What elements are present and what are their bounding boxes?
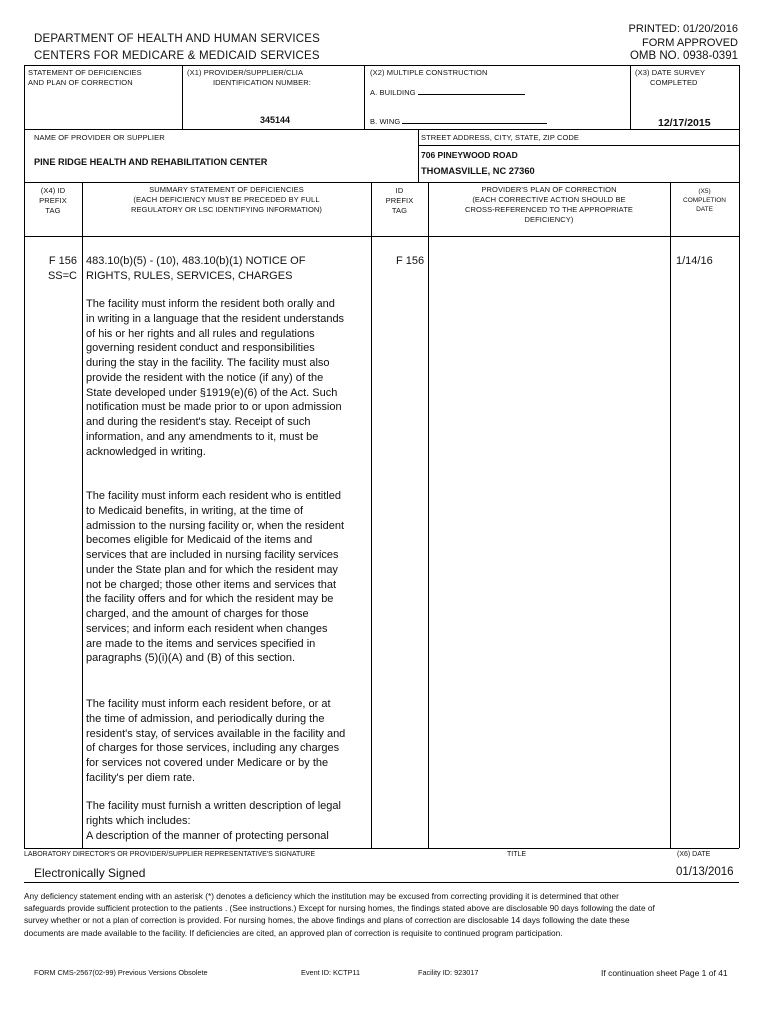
electronic-signature: Electronically Signed <box>34 866 146 880</box>
scope-severity: SS=C <box>47 270 77 282</box>
building-label <box>370 85 525 98</box>
plan-header-3: CROSS-REFERENCED TO THE APPROPRIATE <box>465 205 633 214</box>
building-blank <box>418 85 525 95</box>
x5-header-3: DATE <box>696 206 713 213</box>
x3-label: (X3) DATE SURVEY <box>635 68 706 77</box>
x4-header-2: PREFIX <box>39 196 67 205</box>
paragraph-services-charges: The facility must inform each resident before, or at the time of admission, and periodically during the resident's stay, of services available in the facility and of charges for those services, including any charges for services not covered under Medicare or by the facility's per diem rate. <box>86 698 346 784</box>
x3-label-2: COMPLETED <box>650 78 698 87</box>
provider-name-label: NAME OF PROVIDER OR SUPPLIER <box>34 133 165 142</box>
survey-date: 12/17/2015 <box>658 117 711 129</box>
summary-header <box>82 185 371 215</box>
department-title: DEPARTMENT OF HEALTH AND HUMAN SERVICES <box>34 33 320 45</box>
form-number: FORM CMS-2567(02-99) Previous Versions Obsolete <box>34 968 208 977</box>
x5-header-2: COMPLETION <box>683 197 726 204</box>
printed-date: PRINTED: 01/20/2016 <box>628 23 738 35</box>
x2-label: (X2) MULTIPLE CONSTRUCTION <box>370 68 488 77</box>
summary-header-3: REGULATORY OR LSC IDENTIFYING INFORMATION) <box>130 205 323 214</box>
paragraph-medicaid: The facility must inform each resident who is entitled to Medicaid benefits, in writing, at the time of admission to the nursing facility or, when the resident becomes eligible for Medicaid of the items and services that are included in nursing facility services under the State plan and for which the resident may not be charged; those other items and services that the facility offers and for which the resident may be charged, and the amount of charges for those services; and inform each resident when changes are made to the items and services specified in paragraphs (5)(i)(A) and (B) of this section. <box>86 490 345 665</box>
plan-header-1: PROVIDER'S PLAN OF CORRECTION <box>481 185 617 194</box>
x1-label-2: IDENTIFICATION NUMBER: <box>213 78 311 87</box>
statement-label-2: AND PLAN OF CORRECTION <box>28 78 133 87</box>
city-state-zip: THOMASVILLE, NC 27360 <box>421 166 535 176</box>
summary-header-1: SUMMARY STATEMENT OF DEFICIENCIES <box>149 185 304 194</box>
building-text: A. BUILDING <box>370 88 416 97</box>
deficiency-tag: F 156 <box>48 255 77 267</box>
omb-number: OMB NO. 0938-0391 <box>629 50 738 62</box>
address-label: STREET ADDRESS, CITY, STATE, ZIP CODE <box>421 133 580 142</box>
event-id: Event ID: KCTP11 <box>301 968 361 977</box>
continuation-page: If continuation sheet Page 1 of 41 <box>601 968 728 978</box>
plan-header-4: DEFICIENCY) <box>524 215 574 224</box>
facility-id: Facility ID: 923017 <box>418 968 479 977</box>
x5-header <box>670 187 739 214</box>
provider-name: PINE RIDGE HEALTH AND REHABILITATION CENTER <box>34 157 268 167</box>
wing-label <box>370 114 547 127</box>
x5-header-1: (X5) <box>698 188 711 195</box>
signature-label: LABORATORY DIRECTOR'S OR PROVIDER/SUPPLIER REPRESENTATIVE'S SIGNATURE <box>24 851 316 858</box>
plan-header <box>428 185 670 225</box>
summary-header-2: (EACH DEFICIENCY MUST BE PRECEDED BY FULL <box>133 195 320 204</box>
completion-date: 1/14/16 <box>676 255 713 267</box>
id-header <box>371 186 428 216</box>
title-label: TITLE <box>507 851 527 858</box>
paragraph-legal-rights: The facility must furnish a written description of legal rights which includes: A description of the manner of protecting personal <box>86 800 341 842</box>
x4-header-3: TAG <box>45 206 61 215</box>
id-header-3: TAG <box>391 206 408 215</box>
street-address: 706 PINEYWOOD ROAD <box>421 150 518 160</box>
wing-text: B. WING <box>370 117 401 126</box>
plan-header-2: (EACH CORRECTIVE ACTION SHOULD BE <box>472 195 626 204</box>
regulation-title-2: RIGHTS, RULES, SERVICES, CHARGES <box>86 270 293 282</box>
wing-blank <box>402 114 547 124</box>
agency-title: CENTERS FOR MEDICARE & MEDICAID SERVICES <box>34 50 320 62</box>
plan-id-tag: F 156 <box>396 255 425 267</box>
statement-label: STATEMENT OF DEFICIENCIES <box>28 68 142 77</box>
date-label: (X6) DATE <box>677 851 711 858</box>
signature-date: 01/13/2016 <box>676 866 734 878</box>
x4-header-1: (X4) ID <box>40 186 66 195</box>
x1-label: (X1) PROVIDER/SUPPLIER/CLIA <box>187 68 304 77</box>
form-approved: FORM APPROVED <box>642 37 738 49</box>
disclaimer-text: Any deficiency statement ending with an asterisk (*) denotes a deficiency which the institution may be excused from correcting providing it is determined that other safeguards provide sufficient protection to the patients . (See instructions.) Except for nursing homes, the findings stated above are disclosable 90 days following the date of survey whether or not a plan of correction is provided. For nursing homes, the above findings and plans of correction are disclosable 14 days following the date these documents are made available to the facility. If deficiencies are cited, an approved plan of correction is requisite to continued program participation. <box>24 891 655 938</box>
regulation-title: 483.10(b)(5) - (10), 483.10(b)(1) NOTICE OF <box>86 255 306 267</box>
id-header-1: ID <box>395 186 404 195</box>
x4-header <box>24 186 82 216</box>
id-header-2: PREFIX <box>385 196 414 205</box>
paragraph-notice-rights: The facility must inform the resident both orally and in writing in a language that the resident understands of his or her rights and all rules and regulations governing resident conduct and responsibilities during the stay in the facility. The facility must also provide the resident with the notice (if any) of the State developed under §1919(e)(6) of the Act. Such notification must be made prior to or upon admission and during the resident's stay. Receipt of such information, and any amendments to it, must be acknowledged in writing. <box>86 298 345 458</box>
provider-id-number: 345144 <box>260 115 291 125</box>
